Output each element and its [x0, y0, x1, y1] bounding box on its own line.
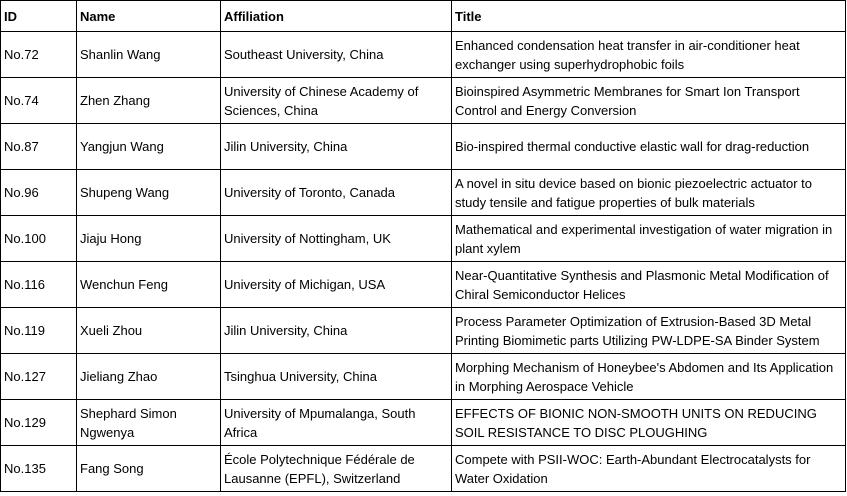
cell-id: No.127: [1, 354, 77, 400]
cell-affiliation: University of Chinese Academy of Sciences, China: [221, 78, 452, 124]
cell-title: Compete with PSII-WOC: Earth-Abundant Electrocatalysts for Water Oxidation: [452, 446, 846, 492]
cell-id: No.96: [1, 170, 77, 216]
table-row: [1, 308, 846, 354]
cell-name: Fang Song: [77, 446, 221, 492]
cell-id: No.72: [1, 32, 77, 78]
cell-name: Yangjun Wang: [77, 124, 221, 170]
cell-name: Jieliang Zhao: [77, 354, 221, 400]
table-row: [1, 400, 846, 446]
cell-affiliation: Jilin University, China: [221, 308, 452, 354]
table-row: [1, 262, 846, 308]
cell-title: A novel in situ device based on bionic piezoelectric actuator to study tensile and fatigue properties of bulk materials: [452, 170, 846, 216]
cell-name: Jiaju Hong: [77, 216, 221, 262]
cell-affiliation: Jilin University, China: [221, 124, 452, 170]
table-row: [1, 216, 846, 262]
column-header-title: Title: [452, 1, 846, 32]
cell-id: No.87: [1, 124, 77, 170]
cell-affiliation: University of Toronto, Canada: [221, 170, 452, 216]
cell-id: No.74: [1, 78, 77, 124]
cell-name: Wenchun Feng: [77, 262, 221, 308]
cell-id: No.135: [1, 446, 77, 492]
cell-name: Zhen Zhang: [77, 78, 221, 124]
cell-name: Xueli Zhou: [77, 308, 221, 354]
cell-name: Shupeng Wang: [77, 170, 221, 216]
cell-affiliation: Southeast University, China: [221, 32, 452, 78]
cell-id: No.100: [1, 216, 77, 262]
cell-title: Process Parameter Optimization of Extrusion-Based 3D Metal Printing Biomimetic parts Utilizing PW-LDPE-SA Binder System: [452, 308, 846, 354]
cell-title: Bio-inspired thermal conductive elastic wall for drag-reduction: [452, 124, 846, 170]
cell-affiliation: Tsinghua University, China: [221, 354, 452, 400]
cell-title: EFFECTS OF BIONIC NON-SMOOTH UNITS ON REDUCING SOIL RESISTANCE TO DISC PLOUGHING: [452, 400, 846, 446]
table-row: [1, 354, 846, 400]
cell-affiliation: University of Nottingham, UK: [221, 216, 452, 262]
cell-name: Shephard Simon Ngwenya: [77, 400, 221, 446]
cell-affiliation: University of Michigan, USA: [221, 262, 452, 308]
cell-title: Enhanced condensation heat transfer in air-conditioner heat exchanger using superhydrophobic foils: [452, 32, 846, 78]
cell-title: Near-Quantitative Synthesis and Plasmonic Metal Modification of Chiral Semiconductor Helices: [452, 262, 846, 308]
cell-affiliation: University of Mpumalanga, South Africa: [221, 400, 452, 446]
table-row: [1, 32, 846, 78]
column-header-name: Name: [77, 1, 221, 32]
header-row: [1, 1, 846, 32]
cell-title: Mathematical and experimental investigation of water migration in plant xylem: [452, 216, 846, 262]
table-row: [1, 78, 846, 124]
column-header-affiliation: Affiliation: [221, 1, 452, 32]
table-row: [1, 124, 846, 170]
cell-name: Shanlin Wang: [77, 32, 221, 78]
cell-title: Morphing Mechanism of Honeybee's Abdomen and Its Application in Morphing Aerospace Vehicle: [452, 354, 846, 400]
cell-id: No.129: [1, 400, 77, 446]
cell-affiliation: École Polytechnique Fédérale de Lausanne (EPFL), Switzerland: [221, 446, 452, 492]
table-row: [1, 170, 846, 216]
cell-id: No.116: [1, 262, 77, 308]
column-header-id: ID: [1, 1, 77, 32]
table-row: [1, 446, 846, 492]
cell-id: No.119: [1, 308, 77, 354]
cell-title: Bioinspired Asymmetric Membranes for Smart Ion Transport Control and Energy Conversion: [452, 78, 846, 124]
